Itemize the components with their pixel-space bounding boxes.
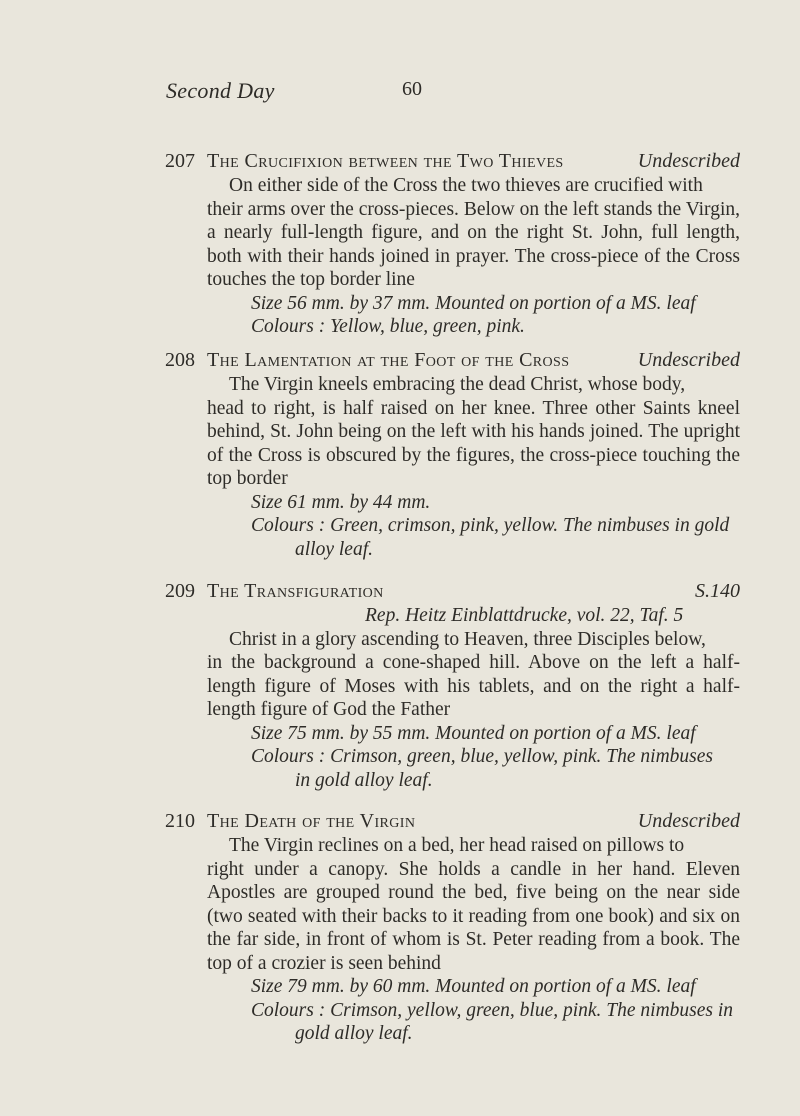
entry-colours: Colours : Yellow, blue, green, pink. bbox=[251, 316, 525, 337]
entry-size: Size 75 mm. by 55 mm. Mounted on portion of a MS. leaf bbox=[251, 722, 696, 744]
lot-number: 210 bbox=[165, 810, 195, 832]
entry-colours: Colours : Green, crimson, pink, yellow. The nimbuses in gold bbox=[251, 515, 730, 536]
entry-colours: Colours : Crimson, yellow, green, blue, pink. The nimbuses in bbox=[251, 999, 734, 1021]
entry-description: their arms over the cross-pieces. Below on the left stands the Virgin, a nearly full-length figure, and on the right St. John, full length, both with their hands joined in prayer. The cross-piece of the Cross touches the top border line bbox=[207, 198, 740, 290]
entry-size: Size 79 mm. by 60 mm. Mounted on portion of a MS. leaf bbox=[251, 976, 696, 997]
entry-title: The Crucifixion between the Two Thieves bbox=[207, 150, 564, 172]
entry-title: The Transfiguration bbox=[207, 580, 384, 602]
entry-description-first-line: The Virgin reclines on a bed, her head raised on pillows to bbox=[229, 835, 685, 856]
entry-description: head to right, is half raised on her knee. Three other Saints kneel behind, St. John being on the left with his hands joined. The upright of the Cross is obscured by the figures, the cross-piece touching the top border bbox=[207, 397, 740, 489]
entry-size: Size 56 mm. by 37 mm. Mounted on portion of a MS. leaf bbox=[251, 292, 696, 314]
entry-reference: Rep. Heitz Einblattdrucke, vol. 22, Taf. 5 bbox=[365, 605, 684, 626]
catalogue-entry-207 bbox=[165, 150, 740, 339]
lot-number: 209 bbox=[165, 580, 195, 602]
page-number: 60 bbox=[402, 78, 422, 100]
entry-description-first-line: Christ in a glory ascending to Heaven, three Disciples below, bbox=[229, 628, 706, 650]
catalogue-entry-209 bbox=[165, 580, 740, 792]
lot-number: 208 bbox=[165, 349, 195, 371]
running-title: Second Day bbox=[166, 78, 275, 103]
entry-description-first-line: On either side of the Cross the two thieves are crucified with bbox=[229, 175, 703, 196]
entry-colours-continued: in gold alloy leaf. bbox=[295, 769, 433, 791]
entry-status: Undescribed bbox=[637, 810, 740, 832]
lot-number: 207 bbox=[165, 150, 195, 172]
entry-status: Undescribed bbox=[637, 349, 740, 371]
entry-size: Size 61 mm. by 44 mm. bbox=[251, 491, 431, 513]
entry-description: in the background a cone-shaped hill. Above on the left a half-length figure of Moses with his tablets, and on the right a half-length figure of God the Father bbox=[207, 652, 740, 720]
entry-title: The Death of the Virgin bbox=[207, 810, 416, 832]
catalogue-entry-208 bbox=[165, 349, 740, 561]
catalogue-entry-210 bbox=[165, 810, 740, 1046]
entry-description-first-line: The Virgin kneels embracing the dead Christ, whose body, bbox=[229, 374, 686, 395]
entry-colours-continued: alloy leaf. bbox=[295, 538, 373, 560]
entry-colours: Colours : Crimson, green, blue, yellow, pink. The nimbuses bbox=[251, 746, 714, 767]
entry-description: right under a canopy. She holds a candle in her hand. Eleven Apostles are grouped round the bed, five being on the near side (two seated with their backs to it reading from one book) and six on the far side, in front of whom is St. Peter reading from a book. The top of a crozier is seen behind bbox=[207, 858, 740, 974]
entry-colours-continued: gold alloy leaf. bbox=[295, 1023, 413, 1044]
entry-title: The Lamentation at the Foot of the Cross bbox=[207, 349, 570, 371]
entry-status: Undescribed bbox=[637, 150, 740, 172]
entry-status: S.140 bbox=[695, 580, 740, 602]
